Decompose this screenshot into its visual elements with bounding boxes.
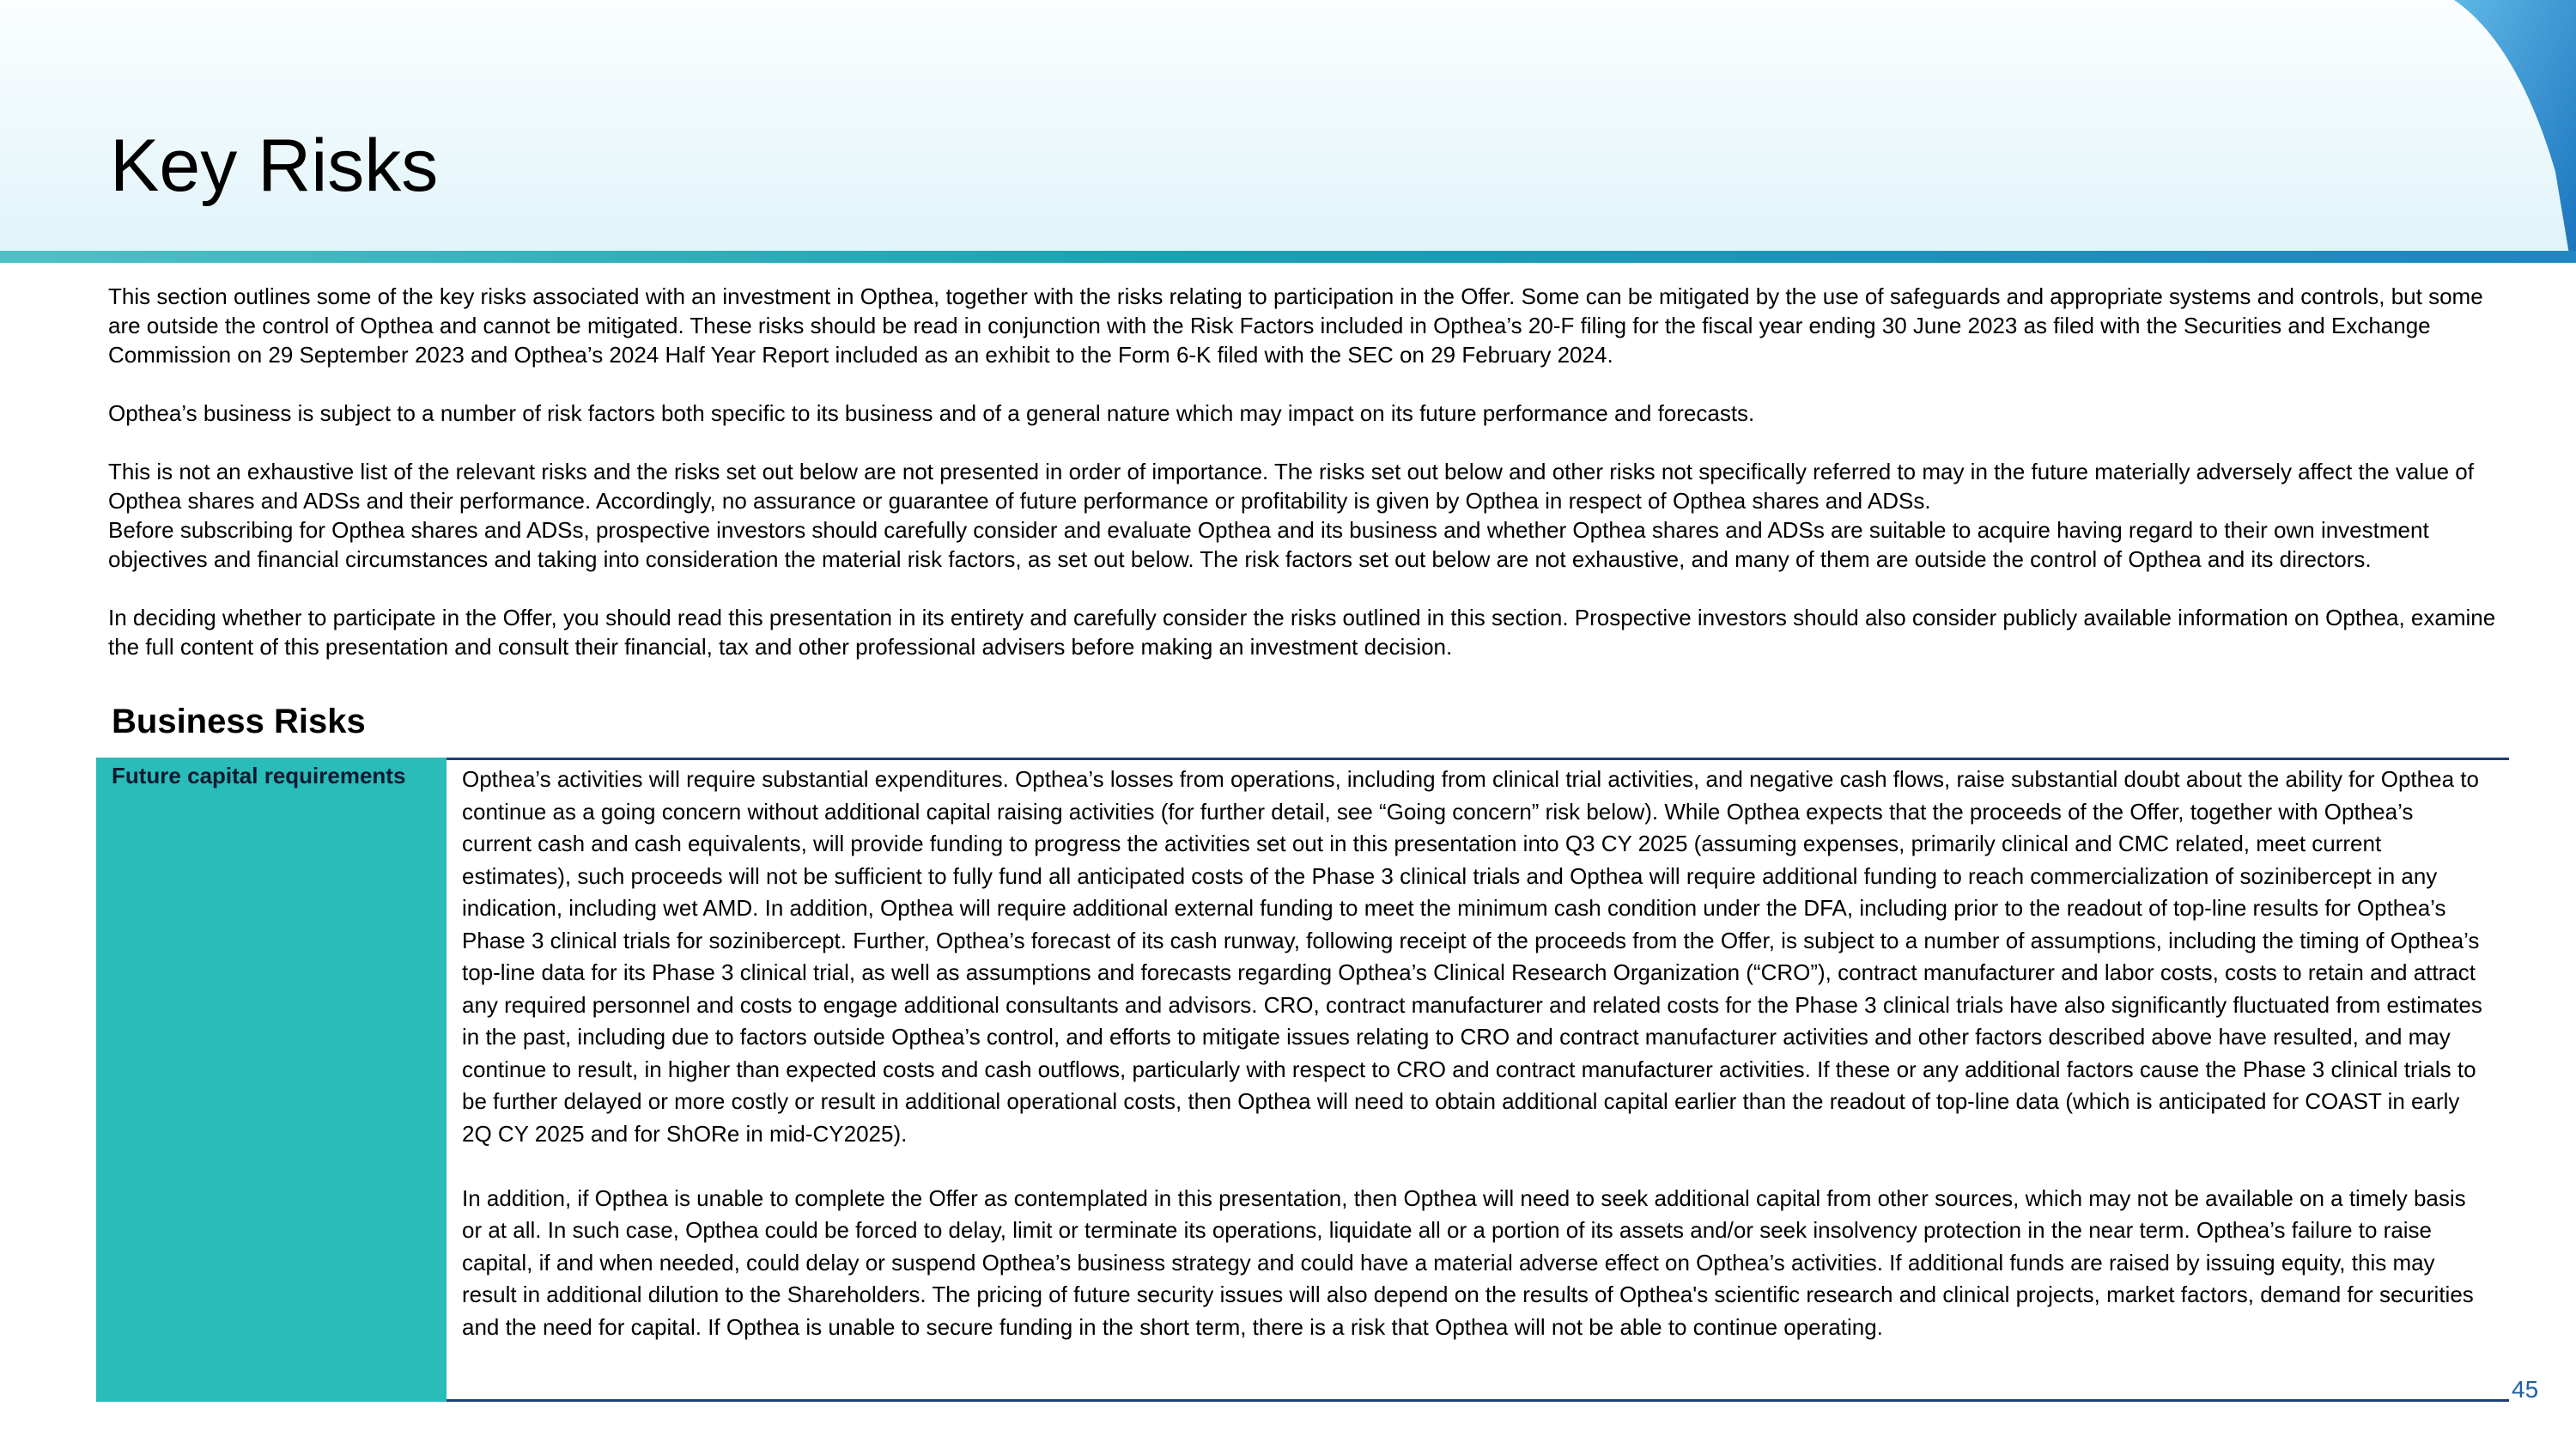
risk-description: [462, 764, 2488, 1343]
intro-paragraph: Before subscribing for Opthea shares and ADSs, prospective investors should carefully consider and evaluate Opthea and its business and whether Opthea shares and ADSs are suitable to acquire having regard to their own investment objectives and financial circumstances and taking into consideration the material risk factors, as set out below. The risk factors set out below are not exhaustive, and many of them are outside the control of Opthea and its directors.: [108, 517, 2429, 572]
intro-paragraph: In deciding whether to participate in the Offer, you should read this presentation in its entirety and carefully consider the risks outlined in this section. Prospective investors should also consider publicly available information on Opthea, examine the full content of this presentation and consult their financial, tax and other professional advisers before making an investment decision.: [108, 605, 2496, 660]
intro-paragraph: Opthea’s business is subject to a number of risk factors both specific to its business and of a general nature which may impact on its future performance and forecasts.: [108, 400, 1755, 426]
corner-swoosh-decoration: [2353, 0, 2576, 258]
risk-description-cell: [447, 758, 2509, 1402]
section-heading: Business Risks: [112, 703, 366, 740]
risk-paragraph: Opthea’s activities will require substantial expenditures. Opthea’s losses from operations, including from clinical trial activities, and negative cash flows, raise substantial doubt about the ability for Opthea to continue as a going concern without additional capital raising activities (for further detail, see “Going concern” risk below). While Opthea expects that the proceeds of the Offer, together with Opthea’s current cash and cash equivalents, will provide funding to progress the activities set out in this presentation into Q3 CY 2025 (assuming expenses, primarily clinical and CMC related, meet current estimates), such proceeds will not be sufficient to fully fund all anticipated costs of the Phase 3 clinical trials and Opthea will require additional funding to reach commercialization of sozinibercept in any indication, including wet AMD. In addition, Opthea will require additional external funding to meet the minimum cash condition under the DFA, including prior to the readout of top-line results for Opthea’s Phase 3 clinical trials for sozinibercept. Further, Opthea’s forecast of its cash runway, following receipt of the proceeds from the Offer, is subject to a number of assumptions, including the timing of Opthea’s top-line data for its Phase 3 clinical trial, as well as assumptions and forecasts regarding Opthea’s Clinical Research Organization (“CRO”), contract manufacturer and labor costs, costs to retain and attract any required personnel and costs to engage additional consultants and advisors. CRO, contract manufacturer and related costs for the Phase 3 clinical trials have also significantly fluctuated from estimates in the past, including due to factors outside Opthea’s control, and efforts to mitigate issues relating to CRO and contract manufacturer activities and other factors described above have resulted, and may continue to result, in higher than expected costs and cash outflows, particularly with respect to CRO and contract manufacturer activities. If these or any additional factors cause the Phase 3 clinical trials to be further delayed or more costly or result in additional operational costs, then Opthea will need to obtain additional capital earlier than the readout of top-line data (which is anticipated for COAST in early 2Q CY 2025 and for ShORe in mid-CY2025).: [462, 766, 2482, 1147]
risk-label-cell: [96, 758, 447, 1402]
page-title: Key Risks: [110, 125, 439, 207]
risk-label: Future capital requirements: [112, 763, 406, 788]
risk-paragraph: In addition, if Opthea is unable to complete the Offer as contemplated in this presentation, then Opthea will need to seek additional capital from other sources, which may not be available on a timely basis or at all. In such case, Opthea could be forced to delay, limit or terminate its operations, liquidate all or a portion of its assets and/or seek insolvency protection in the near term. Opthea’s failure to raise capital, if and when needed, could delay or suspend Opthea’s business strategy and could have a material adverse effect on Opthea’s activities. If additional funds are raised by issuing equity, this may result in additional dilution to the Shareholders. The pricing of future security issues will also depend on the results of Opthea's scientific research and clinical projects, market factors, demand for securities and the need for capital. If Opthea is unable to secure funding in the short term, there is a risk that Opthea will not be able to continue operating.: [462, 1184, 2474, 1340]
intro-text: [108, 282, 2512, 661]
page-number: 45: [2512, 1376, 2539, 1403]
header-divider: [0, 251, 2576, 263]
intro-paragraph: This section outlines some of the key risks associated with an investment in Opthea, together with the risks relating to participation in the Offer. Some can be mitigated by the use of safeguards and appropriate systems and controls, but some are outside the control of Opthea and cannot be mitigated. These risks should be read in conjunction with the Risk Factors included in Opthea’s 20-F filing for the fiscal year ending 30 June 2023 as filed with the Securities and Exchange Commission on 29 September 2023 and Opthea’s 2024 Half Year Report included as an exhibit to the Form 6-K filed with the SEC on 29 February 2024.: [108, 283, 2483, 368]
intro-paragraph: This is not an exhaustive list of the relevant risks and the risks set out below are not presented in order of importance. The risks set out below and other risks not specifically referred to may in the future materially adversely affect the value of Opthea shares and ADSs and their performance. Accordingly, no assurance or guarantee of future performance or profitability is given by Opthea in respect of Opthea shares and ADSs.: [108, 459, 2474, 514]
